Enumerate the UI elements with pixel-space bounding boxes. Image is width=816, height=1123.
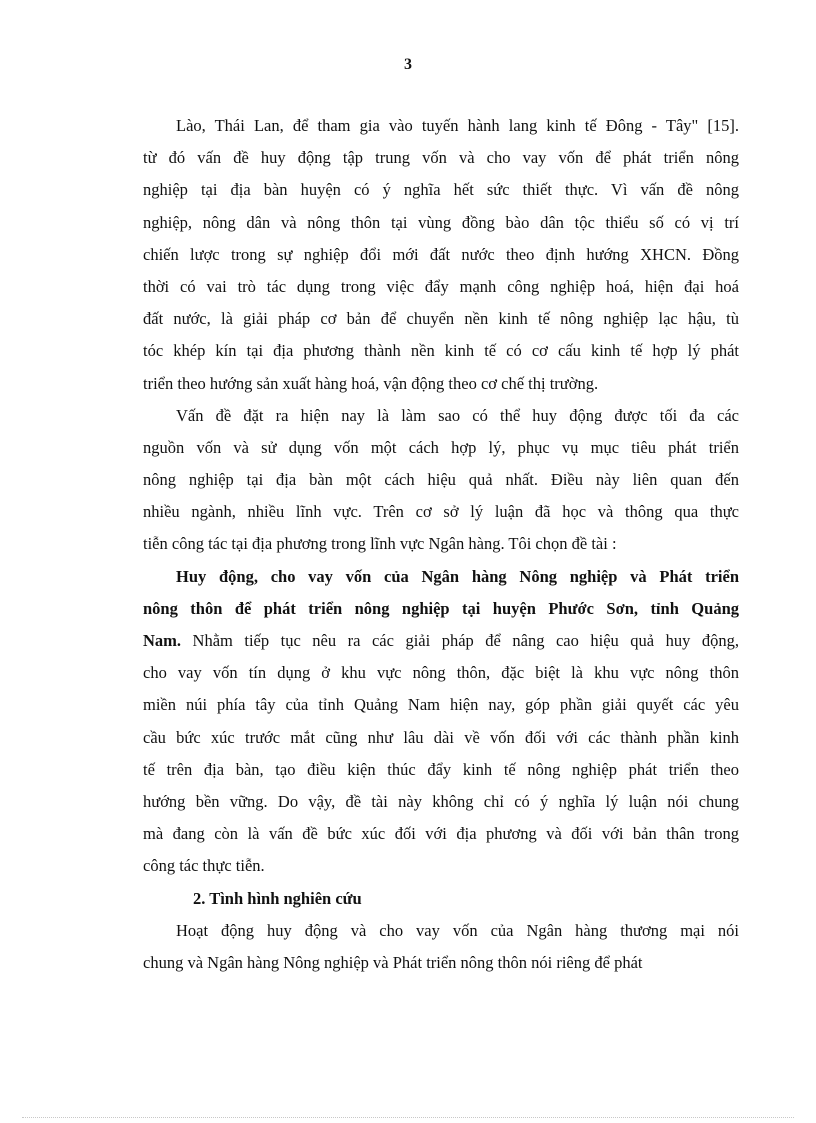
text-line: đất nước, là giải pháp cơ bản để chuyển nền kinh tế nông nghiệp lạc hậu, tù: [143, 309, 739, 329]
text-line: từ đó vấn đề huy động tập trung vốn và cho vay vốn để phát triển nông: [143, 148, 739, 168]
text-line: Lào, Thái Lan, để tham gia vào tuyến hành lang kinh tế Đông - Tây" [15].: [176, 116, 739, 135]
text-line: nguồn vốn và sử dụng vốn một cách hợp lý, phục vụ mục tiêu phát triển: [143, 437, 739, 457]
text-line: hướng bền vững. Do vậy, đề tài này không chỉ có ý nghĩa lý luận nói chung: [143, 791, 739, 811]
text-line: nhiều ngành, nhiều lĩnh vực. Trên cơ sở lý luận đã học và thông qua thực: [143, 502, 739, 522]
text-line: chiến lược trong sự nghiệp đổi mới đất nước theo định hướng XHCN. Đồng: [143, 244, 739, 264]
text-line: tiễn công tác tại địa phương trong lĩnh vực Ngân hàng. Tôi chọn đề tài :: [143, 534, 617, 554]
section-heading: 2. Tình hình nghiên cứu: [193, 888, 362, 908]
text-line: tóc khép kín tại địa phương thành nền kinh tế có cơ cấu kinh tế hợp lý phát: [143, 341, 739, 361]
text-line: nghiệp, nông dân và nông thôn tại vùng đồng bào dân tộc thiểu số có vị trí: [143, 212, 739, 232]
paragraph-4: [143, 915, 739, 979]
text-line: nghiệp tại địa bàn huyện có ý nghĩa hết sức thiết thực. Vì vấn đề nông: [143, 180, 739, 200]
paragraph-3: [143, 561, 739, 883]
text-line: cầu bức xúc trước mắt cũng như lâu dài về vốn đối với các thành phần kinh: [143, 727, 739, 747]
text-line: công tác thực tiễn.: [143, 856, 265, 876]
text-line: chung và Ngân hàng Nông nghiệp và Phát triển nông thôn nói riêng để phát: [143, 952, 643, 972]
text-line: tế trên địa bàn, tạo điều kiện thúc đẩy kinh tế nông nghiệp phát triển theo: [143, 759, 739, 779]
thesis-title-line: Huy động, cho vay vốn của Ngân hàng Nông nghiệp và Phát triển: [176, 566, 739, 586]
text-line: [143, 625, 739, 657]
thesis-title-line: nông thôn để phát triển nông nghiệp tại huyện Phước Sơn, tỉnh Quảng: [143, 598, 739, 618]
text-line: Vấn đề đặt ra hiện nay là làm sao có thể huy động được tối đa các: [176, 405, 739, 425]
text-line: triển theo hướng sản xuất hàng hoá, vận động theo cơ chế thị trường.: [143, 373, 599, 393]
text-line: miền núi phía tây của tỉnh Quảng Nam hiện nay, góp phần giải quyết các yêu: [143, 695, 739, 715]
text-line: cho vay vốn tín dụng ở khu vực nông thôn, đặc biệt là khu vực nông thôn: [143, 663, 739, 683]
document-body: [143, 110, 739, 979]
text-line: Hoạt động huy động và cho vay vốn của Ngân hàng thương mại nói: [176, 920, 739, 940]
page-bottom-border: [22, 1117, 794, 1118]
text-line: nông nghiệp tại địa bàn một cách hiệu quả nhất. Điều này liên quan đến: [143, 470, 739, 490]
page-number: 3: [404, 56, 412, 73]
text-line: mà đang còn là vấn đề bức xúc đối với địa phương và đối với bản thân trong: [143, 824, 739, 844]
text-line: thời có vai trò tác dụng trong việc đẩy mạnh công nghiệp hoá, hiện đại hoá: [143, 276, 739, 296]
text-fragment: Nhằm tiếp tục nêu ra các giải pháp để nâng cao hiệu quả huy động,: [181, 631, 739, 650]
paragraph-1: [143, 110, 739, 400]
paragraph-2: [143, 400, 739, 561]
thesis-title-line: Nam.: [143, 631, 182, 650]
